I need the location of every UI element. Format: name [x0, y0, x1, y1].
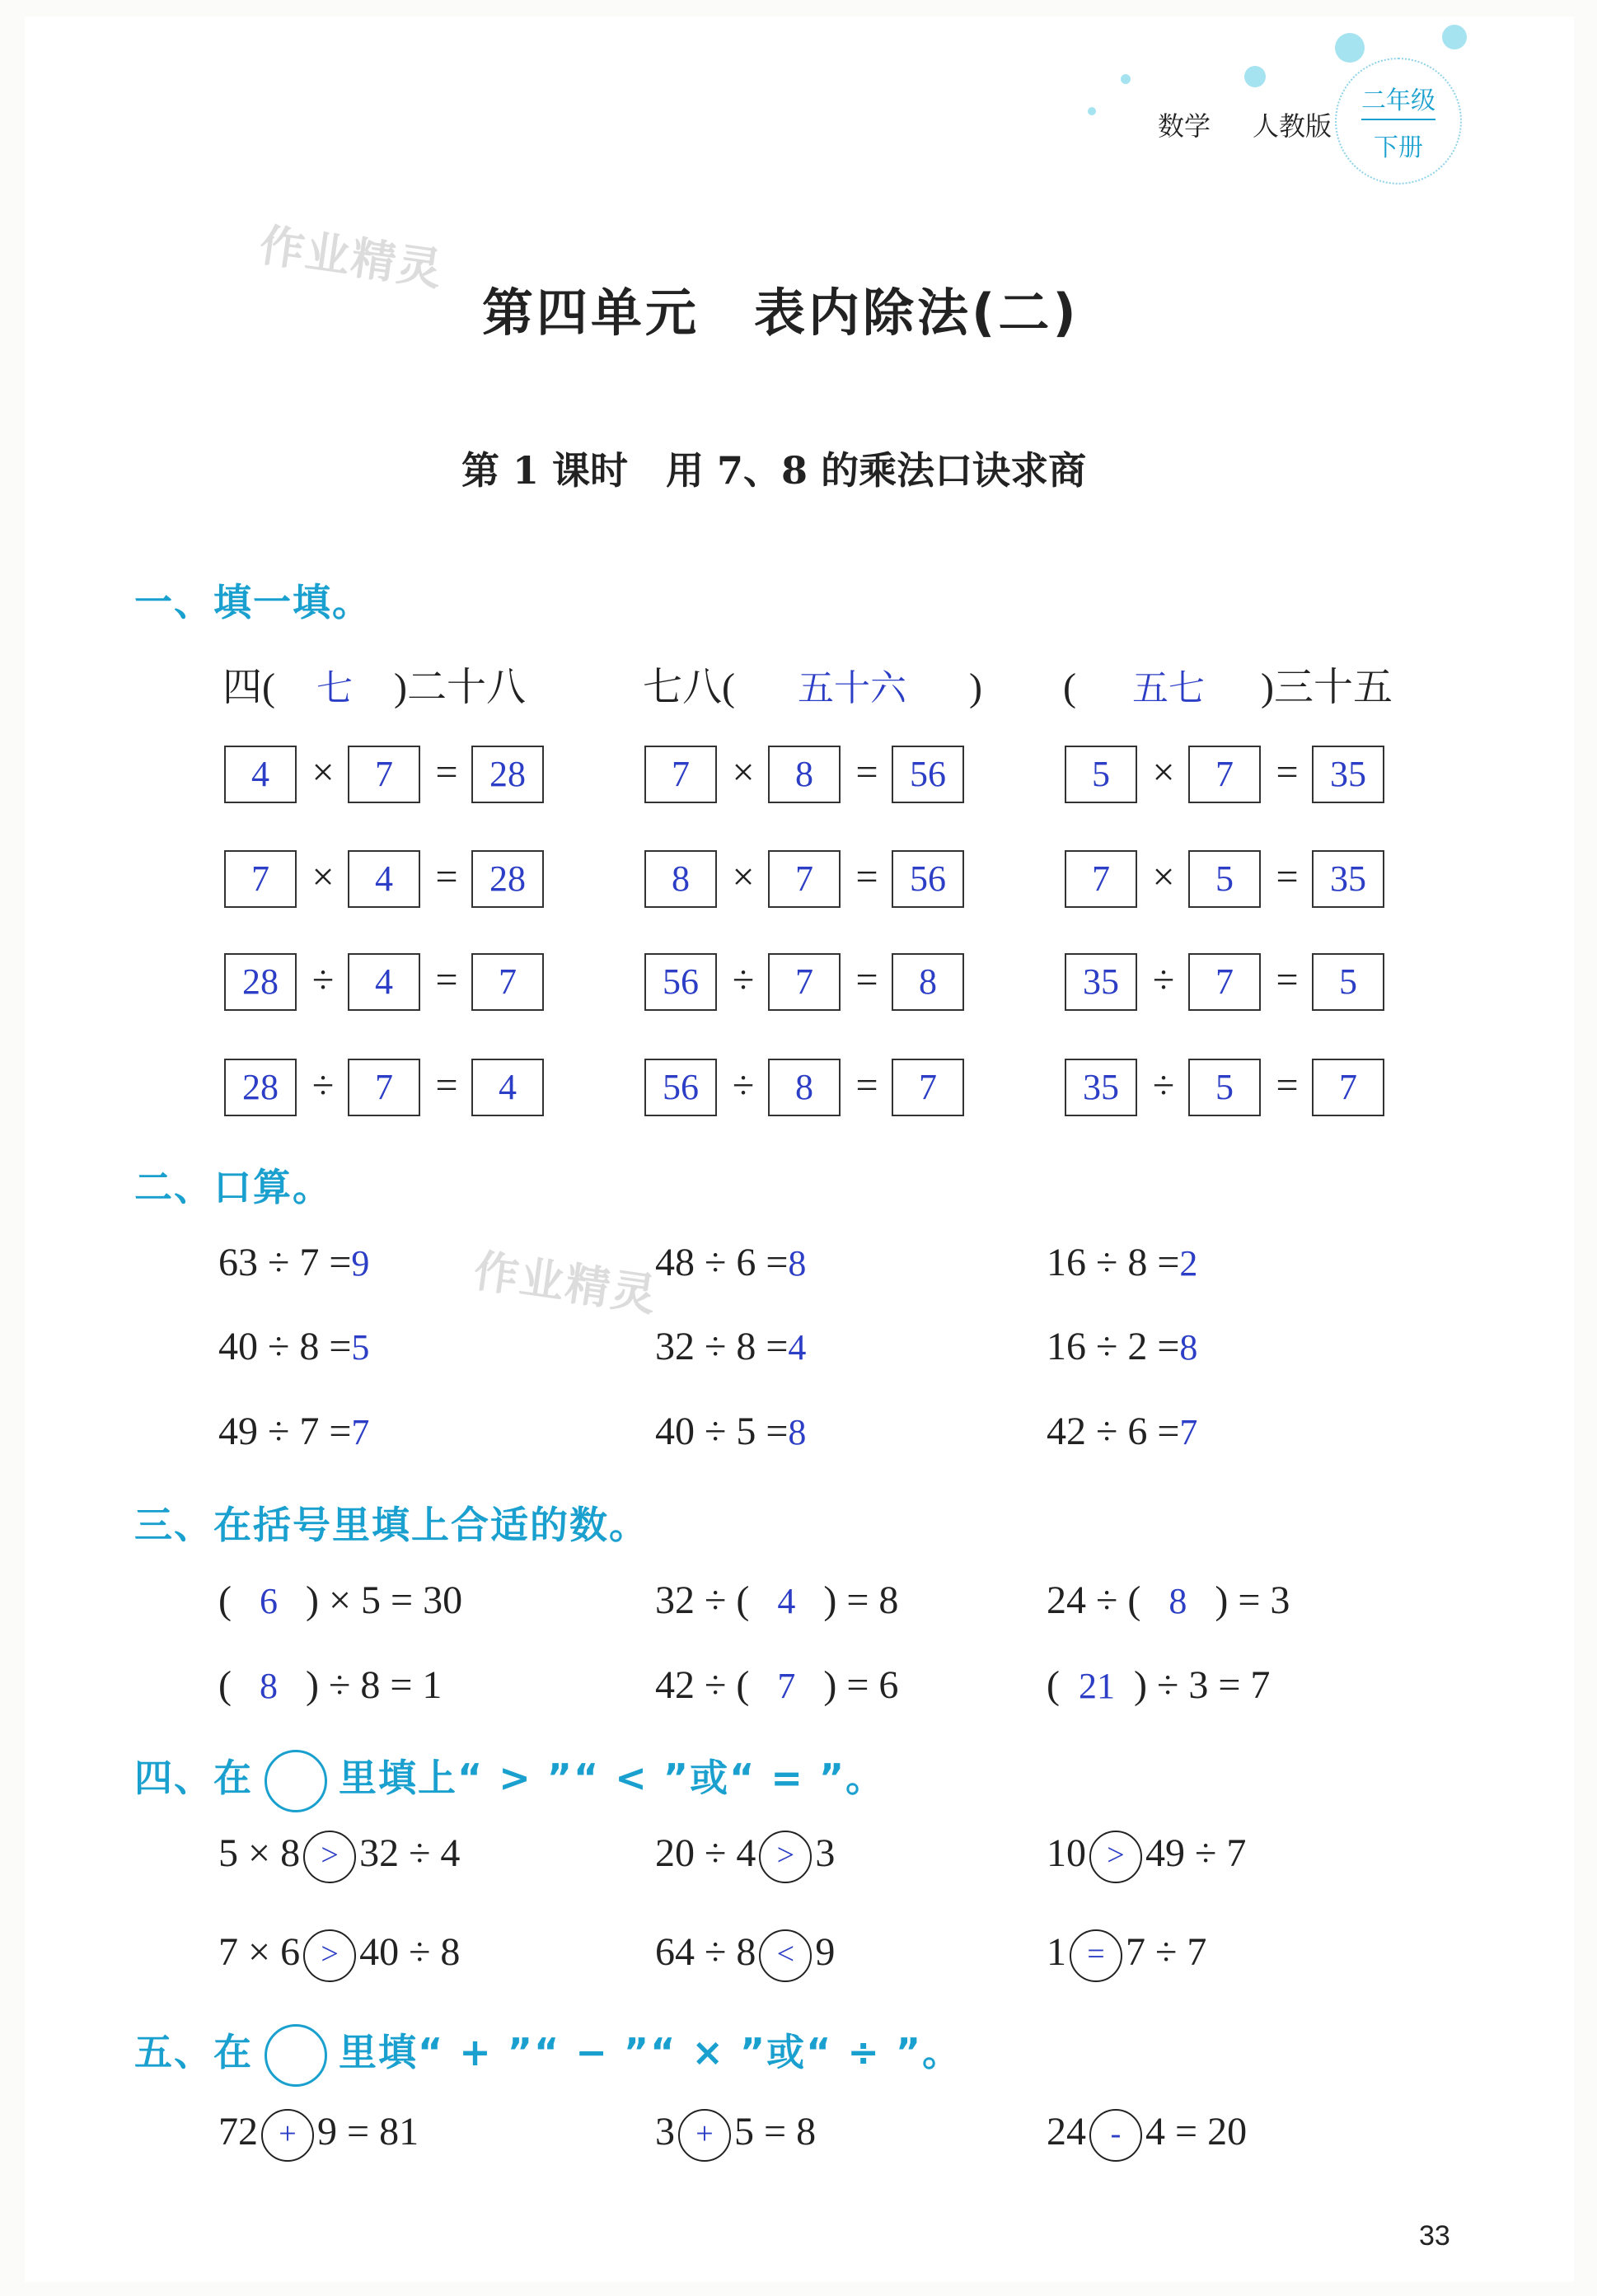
rhyme-text: 七八(	[643, 666, 735, 709]
answer-box: 35	[1065, 953, 1137, 1011]
section-5-title	[134, 2022, 962, 2087]
operator: ÷	[732, 1064, 755, 1107]
question: 16 ÷ 2 =	[1047, 1325, 1180, 1368]
right-expr: 32 ÷ 4	[359, 1831, 461, 1876]
question: 63 ÷ 7 =	[218, 1241, 352, 1284]
compare-circle: <	[759, 1929, 812, 1982]
answer-box: 5	[1312, 953, 1384, 1011]
mental-math-item	[218, 1409, 369, 1454]
left-number: 3	[655, 2110, 675, 2154]
rhyme-2	[643, 655, 982, 712]
rhyme-answer: 五七	[1131, 668, 1205, 708]
compare-item	[655, 1929, 835, 1982]
compare-item	[1047, 1929, 1206, 1982]
operator-circle: +	[678, 2109, 731, 2162]
operator-item	[218, 2109, 419, 2162]
equals-sign: =	[855, 855, 878, 899]
operator: ÷	[732, 958, 755, 1002]
answer-box: 4	[348, 953, 420, 1011]
watermark: 作业精灵	[256, 218, 447, 297]
answer-box: 28	[471, 746, 544, 803]
left-expr: 20 ÷ 4	[655, 1831, 756, 1876]
answer-box: 7	[1312, 1059, 1384, 1116]
answer-box: 5	[1188, 1059, 1261, 1116]
expr-post: ) = 8	[823, 1578, 899, 1622]
expr-post: ) ÷ 3 = 7	[1133, 1663, 1271, 1707]
operator: ×	[311, 855, 335, 899]
answer: 21	[1078, 1666, 1115, 1706]
operator-item	[1047, 2109, 1247, 2162]
volume-label: 下册	[1374, 133, 1423, 162]
equals-sign: =	[1276, 751, 1299, 794]
answer-box: 35	[1065, 1059, 1137, 1116]
answer-box: 7	[348, 746, 420, 803]
right-expr: 3	[815, 1831, 836, 1876]
section-2-title: 二、口算。	[134, 1165, 332, 1209]
section-1-title: 一、填一填。	[134, 580, 372, 624]
question: 16 ÷ 8 =	[1047, 1241, 1180, 1284]
compare-circle: >	[759, 1831, 812, 1883]
badge-divider	[1361, 119, 1435, 120]
answer-box: 5	[1065, 746, 1137, 803]
circle-icon	[265, 2024, 327, 2087]
answer: 9	[351, 1243, 370, 1284]
grade-label: 二年级	[1361, 87, 1435, 115]
rhyme-3	[1063, 655, 1393, 712]
mental-math-item	[218, 1324, 369, 1369]
decor-dot	[1244, 66, 1266, 87]
rhyme-text: )三十五	[1260, 666, 1393, 709]
answer-box: 56	[892, 746, 964, 803]
compare-item	[655, 1831, 835, 1883]
fill-paren-item	[218, 1662, 442, 1708]
answer-box: 7	[348, 1059, 420, 1116]
header-subject: 数学	[1158, 110, 1211, 142]
operator: ×	[1152, 751, 1175, 794]
rhyme-1	[222, 655, 526, 712]
rhyme-answer: 五十六	[798, 668, 906, 708]
equals-sign: =	[855, 1064, 878, 1107]
circle-icon	[265, 1750, 327, 1812]
answer-box: 7	[1188, 953, 1261, 1011]
decor-dot	[1442, 25, 1467, 49]
watermark: 作业精灵	[471, 1244, 661, 1322]
section-4-title-pre: 四、在	[134, 1756, 253, 1800]
expr-post: ) × 5 = 30	[305, 1578, 463, 1622]
answer-box: 8	[768, 1059, 841, 1116]
answer: 8	[259, 1666, 278, 1706]
mental-math-item	[1047, 1240, 1197, 1285]
question: 49 ÷ 7 =	[218, 1410, 352, 1453]
decor-dot	[1121, 74, 1131, 84]
answer-box: 28	[224, 953, 297, 1011]
answer-box: 4	[471, 1059, 544, 1116]
rhyme-text: (	[1063, 666, 1076, 709]
compare-circle: >	[1089, 1831, 1142, 1883]
section-4-title	[134, 1748, 885, 1812]
expr-pre: 24 ÷ (	[1047, 1578, 1141, 1622]
equals-sign: =	[435, 1064, 458, 1107]
operator: ÷	[311, 958, 335, 1002]
answer: 8	[788, 1412, 807, 1452]
answer-box: 7	[224, 850, 297, 908]
answer: 7	[777, 1666, 796, 1706]
left-number: 72	[218, 2110, 258, 2154]
answer-box: 8	[644, 850, 717, 908]
answer: 4	[777, 1581, 796, 1621]
answer-box: 35	[1312, 850, 1384, 908]
rhyme-text: )二十八	[394, 666, 526, 709]
question: 48 ÷ 6 =	[655, 1241, 789, 1284]
equals-sign: =	[435, 751, 458, 794]
answer-box: 5	[1188, 850, 1261, 908]
answer: 6	[259, 1581, 278, 1621]
mental-math-item	[655, 1409, 806, 1454]
question: 40 ÷ 8 =	[218, 1325, 352, 1368]
expr-pre: 32 ÷ (	[655, 1578, 750, 1622]
lesson-title: 第 1 课时 用 7、8 的乘法口诀求商	[461, 448, 1087, 493]
answer-box: 4	[224, 746, 297, 803]
compare-item	[218, 1929, 460, 1982]
equals-sign: =	[435, 958, 458, 1002]
operator: ×	[1152, 855, 1175, 899]
section-5-title-pre: 五、在	[134, 2030, 253, 2074]
right-expr: 5 = 8	[734, 2110, 817, 2154]
expr-post: ) = 3	[1215, 1578, 1290, 1622]
answer: 4	[788, 1327, 807, 1368]
equals-sign: =	[1276, 1064, 1299, 1107]
expr-post: ) ÷ 8 = 1	[305, 1663, 443, 1707]
equals-sign: =	[855, 751, 878, 794]
expr-pre: (	[218, 1663, 232, 1707]
header-edition: 人教版	[1253, 110, 1332, 142]
operator: ÷	[311, 1064, 335, 1107]
answer-box: 7	[1065, 850, 1137, 908]
answer: 5	[351, 1327, 370, 1368]
answer: 7	[1179, 1412, 1198, 1452]
operator: ÷	[1152, 958, 1175, 1002]
operator-item	[655, 2109, 816, 2162]
question: 32 ÷ 8 =	[655, 1325, 789, 1368]
operator-circle: +	[261, 2109, 314, 2162]
left-expr: 10	[1047, 1831, 1086, 1876]
left-expr: 7 × 6	[218, 1930, 301, 1975]
left-expr: 1	[1047, 1930, 1066, 1975]
answer-box: 7	[768, 953, 841, 1011]
right-expr: 40 ÷ 8	[359, 1930, 461, 1975]
compare-item	[218, 1831, 460, 1883]
compare-circle: =	[1070, 1929, 1122, 1982]
mental-math-item	[1047, 1324, 1197, 1369]
expr-pre: 42 ÷ (	[655, 1663, 750, 1707]
grade-badge	[1335, 58, 1462, 185]
answer-box: 28	[224, 1059, 297, 1116]
compare-circle: >	[303, 1929, 356, 1982]
answer: 2	[1179, 1243, 1198, 1284]
right-expr: 4 = 20	[1145, 2110, 1248, 2154]
expr-pre: (	[1047, 1663, 1060, 1707]
fill-paren-item	[1047, 1578, 1290, 1623]
section-3-title: 三、在括号里填上合适的数。	[134, 1503, 649, 1547]
answer-box: 7	[768, 850, 841, 908]
right-expr: 49 ÷ 7	[1145, 1831, 1247, 1876]
answer-box: 56	[644, 953, 717, 1011]
equals-sign: =	[435, 855, 458, 899]
answer-box: 7	[644, 746, 717, 803]
mental-math-item	[1047, 1409, 1197, 1454]
operator: ÷	[1152, 1064, 1175, 1107]
rhyme-text: )	[969, 666, 982, 709]
fill-paren-item	[655, 1578, 898, 1623]
rhyme-answer: 七	[316, 668, 353, 708]
answer-box: 56	[892, 850, 964, 908]
mental-math-item	[218, 1240, 369, 1285]
answer-box: 8	[892, 953, 964, 1011]
left-expr: 5 × 8	[218, 1831, 301, 1876]
fill-paren-item	[655, 1662, 898, 1708]
compare-circle: >	[303, 1831, 356, 1883]
decor-dot	[1088, 107, 1096, 115]
answer-box: 4	[348, 850, 420, 908]
section-5-title-post: 里填“ + ”“ − ”“ × ”或“ ÷ ”。	[339, 2030, 962, 2074]
left-expr: 64 ÷ 8	[655, 1930, 756, 1975]
answer-box: 7	[892, 1059, 964, 1116]
operator: ×	[732, 751, 755, 794]
right-expr: 9 = 81	[317, 2110, 419, 2154]
fill-paren-item	[218, 1578, 462, 1623]
rhyme-text: 四(	[222, 666, 275, 709]
right-expr: 7 ÷ 7	[1126, 1930, 1207, 1975]
section-4-title-post: 里填上“ > ”“ < ”或“ = ”。	[339, 1756, 886, 1800]
question: 42 ÷ 6 =	[1047, 1410, 1180, 1453]
answer: 8	[1168, 1581, 1187, 1621]
answer-box: 7	[1188, 746, 1261, 803]
question: 40 ÷ 5 =	[655, 1410, 789, 1453]
answer: 7	[351, 1412, 370, 1452]
answer-box: 7	[471, 953, 544, 1011]
right-expr: 9	[815, 1930, 836, 1975]
operator-circle: -	[1089, 2109, 1142, 2162]
decor-dot	[1335, 33, 1365, 63]
expr-post: ) = 6	[823, 1663, 899, 1707]
mental-math-item	[655, 1324, 806, 1369]
answer-box: 28	[471, 850, 544, 908]
answer: 8	[1179, 1327, 1198, 1368]
unit-title: 第四单元 表内除法(二)	[482, 283, 1079, 343]
left-number: 24	[1047, 2110, 1086, 2154]
equals-sign: =	[855, 958, 878, 1002]
page-number: 33	[1419, 2220, 1450, 2252]
operator: ×	[311, 751, 335, 794]
mental-math-item	[655, 1240, 806, 1285]
equals-sign: =	[1276, 855, 1299, 899]
equals-sign: =	[1276, 958, 1299, 1002]
fill-paren-item	[1047, 1662, 1270, 1708]
answer: 8	[788, 1243, 807, 1284]
answer-box: 35	[1312, 746, 1384, 803]
compare-item	[1047, 1831, 1246, 1883]
answer-box: 8	[768, 746, 841, 803]
answer-box: 56	[644, 1059, 717, 1116]
expr-pre: (	[218, 1578, 232, 1622]
operator: ×	[732, 855, 755, 899]
